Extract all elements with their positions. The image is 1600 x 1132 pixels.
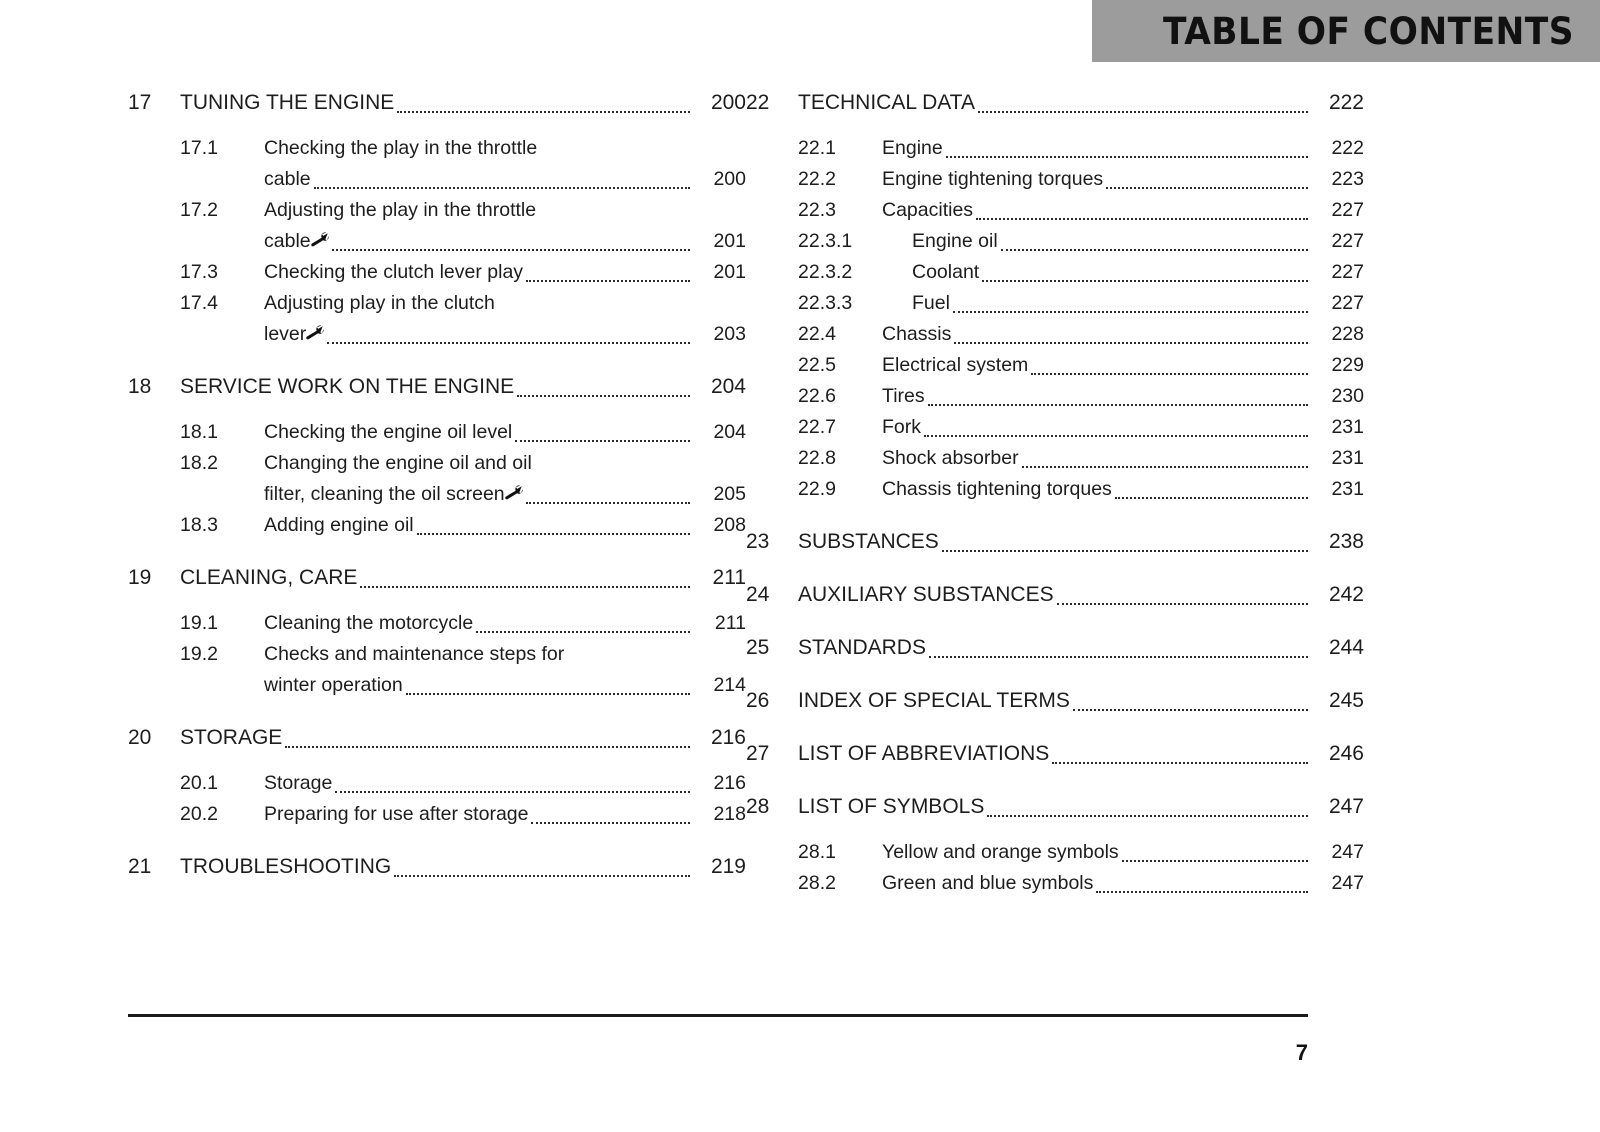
toc-entry-page: 223 xyxy=(1331,168,1364,190)
toc-entry-number: 22.4 xyxy=(798,323,836,345)
toc-entry[interactable] xyxy=(180,510,746,541)
toc-entry-page: 231 xyxy=(1331,447,1364,469)
toc-entry-page: 231 xyxy=(1331,416,1364,438)
toc-entry-number: 17.2 xyxy=(180,199,218,221)
toc-entry[interactable] xyxy=(128,86,746,119)
toc-entry[interactable] xyxy=(798,257,1364,288)
toc-entry-number: 21 xyxy=(128,855,152,878)
toc-entry-page: 200 xyxy=(710,91,746,114)
toc-entry-label: SERVICE WORK ON THE ENGINE xyxy=(180,375,515,398)
toc-entry-page: 229 xyxy=(1331,354,1364,376)
toc-leader-dots xyxy=(1115,484,1308,499)
toc-entry-label: Checking the engine oil level xyxy=(264,421,513,443)
toc-entry-page: 242 xyxy=(1328,583,1364,606)
toc-entry-number: 22.7 xyxy=(798,416,836,438)
toc-entry[interactable] xyxy=(746,578,1364,611)
toc-entry-page: 246 xyxy=(1328,742,1364,765)
toc-entry[interactable] xyxy=(746,525,1364,558)
section-gap xyxy=(746,664,1364,684)
toc-entry-page: 247 xyxy=(1331,841,1364,863)
toc-entry-page: 211 xyxy=(712,566,746,589)
toc-leader-dots xyxy=(978,97,1308,113)
toc-entry[interactable] xyxy=(798,350,1364,381)
toc-leader-dots xyxy=(1096,878,1308,893)
toc-entry-page: 227 xyxy=(1331,261,1364,283)
toc-entry-label: Shock absorber xyxy=(882,447,1019,469)
toc-leader-dots xyxy=(394,861,690,877)
toc-entry-page: 203 xyxy=(713,323,746,345)
toc-leader-dots xyxy=(924,422,1308,437)
section-gap xyxy=(128,701,746,721)
toc-entry-label-continued: lever xyxy=(264,323,307,345)
page-number: 7 xyxy=(1295,1040,1308,1065)
toc-entry-label: Fuel xyxy=(912,292,950,314)
toc-leader-dots xyxy=(946,143,1308,158)
toc-entry-page: 216 xyxy=(710,726,746,749)
table-of-contents-header xyxy=(1092,0,1600,62)
toc-column-left xyxy=(128,86,746,899)
toc-entry-label: LIST OF SYMBOLS xyxy=(798,795,985,818)
toc-entry-label: AUXILIARY SUBSTANCES xyxy=(798,583,1054,606)
toc-entry-page: 244 xyxy=(1328,636,1364,659)
toc-leader-dots xyxy=(929,642,1308,658)
toc-entry-page: 247 xyxy=(1328,795,1364,818)
toc-entry-label: Cleaning the motorcycle xyxy=(264,612,474,634)
toc-entry-page: 227 xyxy=(1331,292,1364,314)
toc-entry[interactable] xyxy=(798,288,1364,319)
toc-entry[interactable] xyxy=(798,381,1364,412)
subsection-gap xyxy=(128,403,746,417)
toc-entry-page: 204 xyxy=(713,421,746,443)
toc-entry-label-continued: winter operation xyxy=(264,674,403,696)
toc-entry-label-continued: filter, cleaning the oil screen xyxy=(264,483,505,505)
toc-entry-label: Adjusting play in the clutch xyxy=(264,292,495,314)
section-gap xyxy=(746,770,1364,790)
toc-entry-page: 245 xyxy=(1328,689,1364,712)
toc-entry-number: 22.6 xyxy=(798,385,836,407)
toc-entry[interactable] xyxy=(746,790,1364,823)
toc-entry[interactable] xyxy=(180,639,746,701)
section-gap xyxy=(746,611,1364,631)
toc-entry-label-continued: cable xyxy=(264,168,311,190)
toc-entry-page: 200 xyxy=(713,168,746,190)
subsection-gap xyxy=(746,119,1364,133)
toc-entry-number: 18 xyxy=(128,375,152,398)
toc-leader-dots xyxy=(360,572,690,588)
toc-leader-dots xyxy=(976,205,1308,220)
toc-entry-label: Storage xyxy=(264,772,333,794)
toc-entry-label: Chassis tightening torques xyxy=(882,478,1112,500)
section-gap xyxy=(128,541,746,561)
toc-entry-label: CLEANING, CARE xyxy=(180,566,358,589)
toc-entry-number: 22.3.2 xyxy=(798,261,853,283)
toc-entry-page: 201 xyxy=(713,261,746,283)
page-title: TABLE OF CONTENTS xyxy=(1162,9,1574,53)
toc-entry-page: 214 xyxy=(713,674,746,696)
toc-entry-label: Engine oil xyxy=(912,230,998,252)
toc-entry[interactable] xyxy=(180,288,746,350)
footer-divider xyxy=(128,1014,1308,1017)
toc-entry-page: 247 xyxy=(1331,872,1364,894)
toc-entry[interactable] xyxy=(798,412,1364,443)
toc-entry-number: 19.1 xyxy=(180,612,218,634)
toc-entry-label: Coolant xyxy=(912,261,980,283)
toc-entry-label: Green and blue symbols xyxy=(882,872,1094,894)
toc-entry[interactable] xyxy=(746,631,1364,664)
toc-entry-label: Checking the clutch lever play xyxy=(264,261,524,283)
toc-entry[interactable] xyxy=(180,133,746,195)
toc-entry-page: 216 xyxy=(713,772,746,794)
toc-leader-dots xyxy=(953,298,1308,313)
toc-entry-page: 201 xyxy=(713,230,746,252)
toc-entry-label: Chassis xyxy=(882,323,952,345)
toc-entry-page: 230 xyxy=(1331,385,1364,407)
toc-leader-dots xyxy=(517,381,690,397)
subsection-gap xyxy=(746,823,1364,837)
toc-entry-number: 23 xyxy=(746,530,770,553)
toc-leader-dots xyxy=(1122,847,1308,862)
toc-entry-label: Changing the engine oil and oil xyxy=(264,452,532,474)
toc-leader-dots xyxy=(954,329,1308,344)
toc-entry[interactable] xyxy=(128,561,746,594)
toc-entry[interactable] xyxy=(180,257,746,288)
toc-leader-dots xyxy=(1106,174,1308,189)
toc-entry-number: 20 xyxy=(128,726,152,749)
toc-entry[interactable] xyxy=(180,799,746,830)
toc-entry-number: 20.2 xyxy=(180,803,218,825)
toc-leader-dots xyxy=(335,778,690,793)
toc-entry[interactable] xyxy=(798,868,1364,899)
toc-entry-page: 227 xyxy=(1331,199,1364,221)
toc-entry-number: 17.4 xyxy=(180,292,218,314)
toc-entry-number: 27 xyxy=(746,742,770,765)
toc-entry-label: Preparing for use after storage xyxy=(264,803,529,825)
toc-leader-dots xyxy=(327,329,690,344)
toc-leader-dots xyxy=(314,174,690,189)
toc-entry-page: 222 xyxy=(1328,91,1364,114)
toc-entry-number: 18.2 xyxy=(180,452,218,474)
toc-entry[interactable] xyxy=(798,133,1364,164)
toc-entry-label: LIST OF ABBREVIATIONS xyxy=(798,742,1050,765)
toc-leader-dots xyxy=(526,489,690,504)
toc-entry-page: 231 xyxy=(1331,478,1364,500)
wrench-icon xyxy=(311,226,329,257)
toc-entry-number: 28.1 xyxy=(798,841,836,863)
toc-entry-number: 19 xyxy=(128,566,152,589)
toc-entry-number: 22.3.3 xyxy=(798,292,853,314)
toc-entry-number: 18.3 xyxy=(180,514,218,536)
section-gap xyxy=(746,717,1364,737)
toc-entry-label: TROUBLESHOOTING xyxy=(180,855,392,878)
toc-entry[interactable] xyxy=(746,684,1364,717)
toc-leader-dots xyxy=(1052,748,1308,764)
toc-columns xyxy=(0,86,1600,899)
toc-leader-dots xyxy=(1031,360,1308,375)
toc-entry-page: 205 xyxy=(713,483,746,505)
toc-entry-label-continued: cable xyxy=(264,230,311,252)
toc-entry[interactable] xyxy=(180,768,746,799)
toc-entry-label: STORAGE xyxy=(180,726,283,749)
toc-leader-dots xyxy=(285,732,690,748)
toc-leader-dots xyxy=(1001,236,1308,251)
toc-entry-label: STANDARDS xyxy=(798,636,926,659)
toc-leader-dots xyxy=(526,267,690,282)
toc-entry-label: Fork xyxy=(882,416,921,438)
toc-entry-number: 22.3 xyxy=(798,199,836,221)
toc-entry-label: Engine tightening torques xyxy=(882,168,1104,190)
toc-entry-number: 22.9 xyxy=(798,478,836,500)
toc-entry-page: 204 xyxy=(710,375,746,398)
toc-entry[interactable] xyxy=(798,226,1364,257)
toc-leader-dots xyxy=(928,391,1308,406)
toc-leader-dots xyxy=(515,427,690,442)
toc-entry[interactable] xyxy=(180,195,746,257)
toc-entry-page: 208 xyxy=(713,514,746,536)
toc-leader-dots xyxy=(476,618,690,633)
toc-entry-number: 22.2 xyxy=(798,168,836,190)
subsection-gap xyxy=(128,594,746,608)
toc-leader-dots xyxy=(531,809,690,824)
toc-entry-page: 211 xyxy=(714,612,746,634)
toc-entry-number: 22.1 xyxy=(798,137,836,159)
toc-entry[interactable] xyxy=(180,608,746,639)
toc-entry-number: 20.1 xyxy=(180,772,218,794)
toc-leader-dots xyxy=(397,97,690,113)
toc-entry-label: Adding engine oil xyxy=(264,514,414,536)
toc-entry-page: 228 xyxy=(1331,323,1364,345)
toc-entry-page: 218 xyxy=(713,803,746,825)
toc-entry-number: 17 xyxy=(128,91,152,114)
toc-entry-label: Tires xyxy=(882,385,925,407)
toc-entry-label: Electrical system xyxy=(882,354,1029,376)
toc-entry-number: 26 xyxy=(746,689,770,712)
toc-entry-label: SUBSTANCES xyxy=(798,530,939,553)
toc-leader-dots xyxy=(1073,695,1308,711)
toc-leader-dots xyxy=(942,536,1308,552)
toc-entry[interactable] xyxy=(746,86,1364,119)
toc-leader-dots xyxy=(406,680,690,695)
toc-entry-page: 222 xyxy=(1331,137,1364,159)
toc-entry-number: 19.2 xyxy=(180,643,218,665)
toc-entry-number: 24 xyxy=(746,583,770,606)
toc-entry[interactable] xyxy=(798,164,1364,195)
toc-entry-number: 22.8 xyxy=(798,447,836,469)
toc-entry-page: 238 xyxy=(1328,530,1364,553)
toc-leader-dots xyxy=(987,801,1308,817)
toc-column-right xyxy=(746,86,1364,899)
toc-entry-label: INDEX OF SPECIAL TERMS xyxy=(798,689,1070,712)
toc-entry[interactable] xyxy=(746,737,1364,770)
toc-entry-number: 18.1 xyxy=(180,421,218,443)
wrench-icon xyxy=(505,479,523,510)
toc-entry-label: Capacities xyxy=(882,199,974,221)
toc-entry-number: 22.5 xyxy=(798,354,836,376)
toc-entry[interactable] xyxy=(798,837,1364,868)
toc-leader-dots xyxy=(332,236,690,251)
toc-entry[interactable] xyxy=(798,195,1364,226)
toc-entry[interactable] xyxy=(128,721,746,754)
toc-entry-label: Adjusting the play in the throttle xyxy=(264,199,537,221)
toc-entry-number: 22.3.1 xyxy=(798,230,853,252)
toc-leader-dots xyxy=(982,267,1308,282)
toc-entry-label: Engine xyxy=(882,137,943,159)
subsection-gap xyxy=(128,119,746,133)
section-gap xyxy=(746,505,1364,525)
toc-leader-dots xyxy=(1057,589,1308,605)
toc-entry-number: 28.2 xyxy=(798,872,836,894)
toc-entry-label: Yellow and orange symbols xyxy=(882,841,1119,863)
toc-entry[interactable] xyxy=(798,474,1364,505)
toc-entry[interactable] xyxy=(128,370,746,403)
toc-entry-label: Checks and maintenance steps for xyxy=(264,643,565,665)
toc-entry-number: 17.1 xyxy=(180,137,218,159)
toc-entry[interactable] xyxy=(798,319,1364,350)
toc-entry-page: 219 xyxy=(710,855,746,878)
toc-leader-dots xyxy=(1022,453,1308,468)
section-gap xyxy=(128,830,746,850)
section-gap xyxy=(128,350,746,370)
toc-entry[interactable] xyxy=(180,417,746,448)
toc-entry[interactable] xyxy=(180,448,746,510)
toc-entry-number: 22 xyxy=(746,91,770,114)
toc-entry-label: TECHNICAL DATA xyxy=(798,91,975,114)
toc-entry-label: Checking the play in the throttle xyxy=(264,137,538,159)
toc-entry-number: 28 xyxy=(746,795,770,818)
toc-entry[interactable] xyxy=(128,850,746,883)
toc-entry[interactable] xyxy=(798,443,1364,474)
toc-entry-page: 227 xyxy=(1331,230,1364,252)
subsection-gap xyxy=(128,754,746,768)
section-gap xyxy=(746,558,1364,578)
wrench-icon xyxy=(306,319,324,350)
toc-entry-number: 17.3 xyxy=(180,261,218,283)
toc-leader-dots xyxy=(417,520,690,535)
toc-entry-number: 25 xyxy=(746,636,770,659)
toc-entry-label: TUNING THE ENGINE xyxy=(180,91,395,114)
